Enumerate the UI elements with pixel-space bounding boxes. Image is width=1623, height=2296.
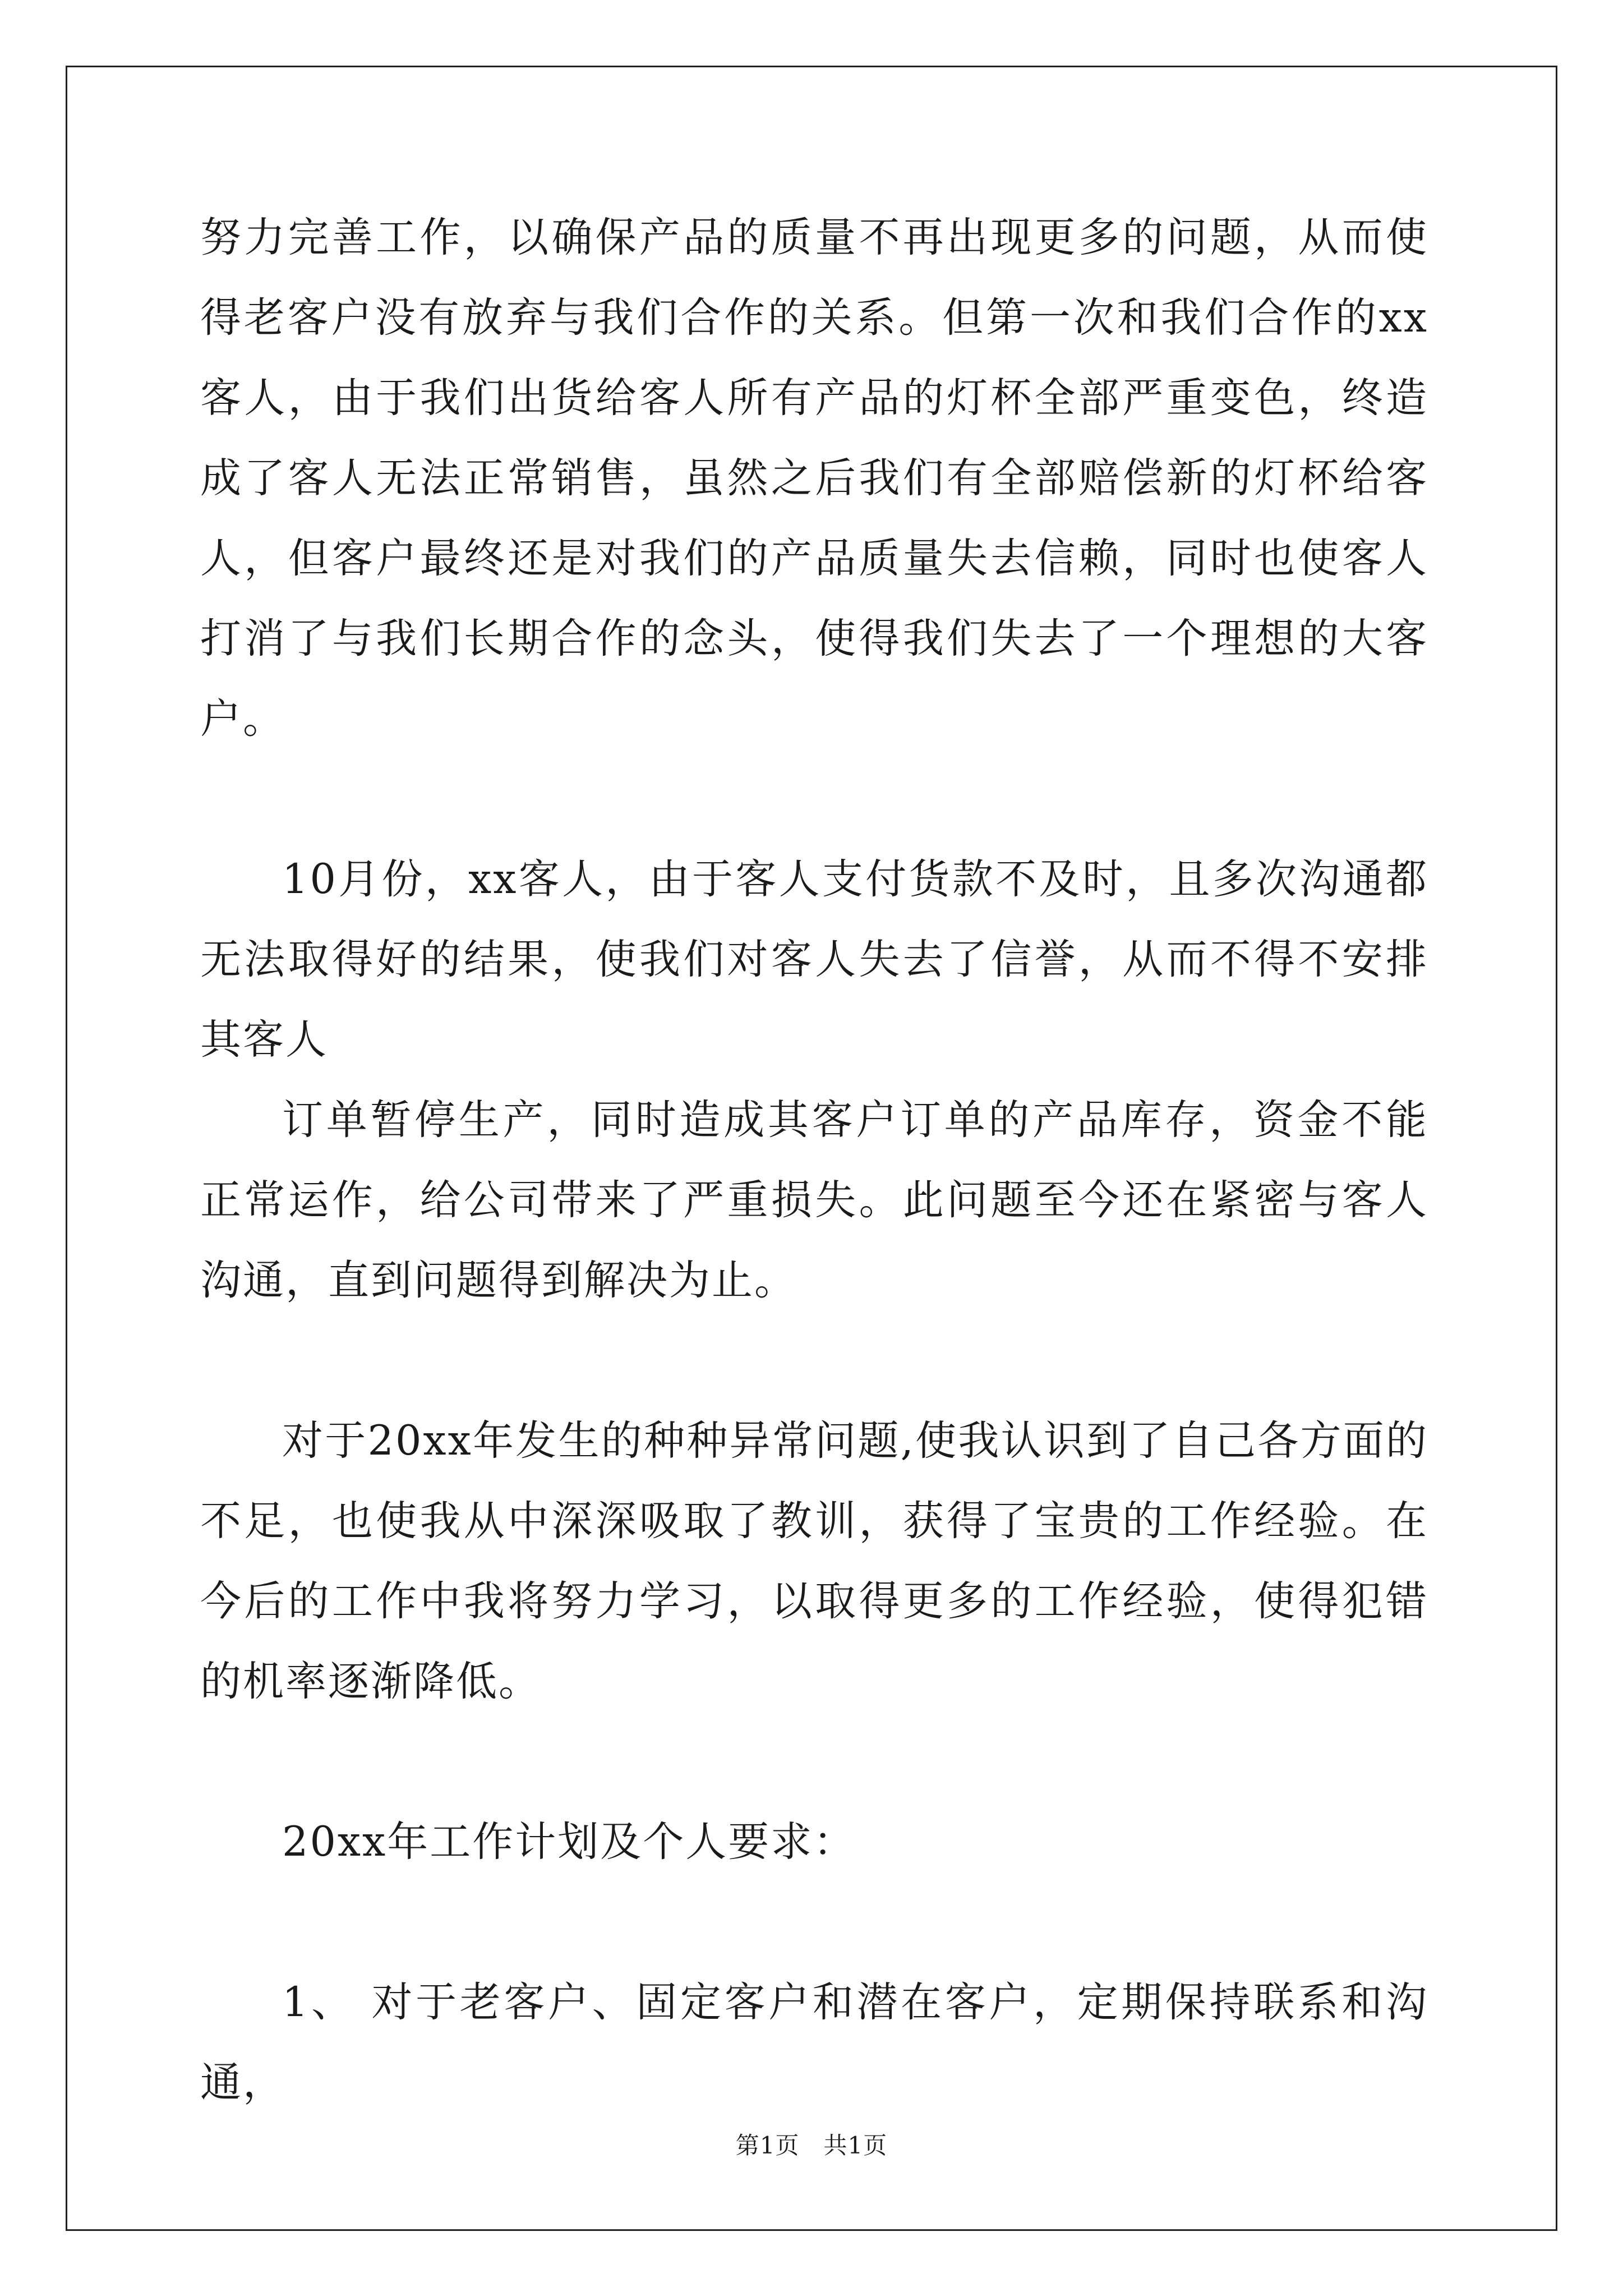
paragraph-2: 10月份，xx客人，由于客人支付货款不及时，且多次沟通都无法取得好的结果，使我们对客人失去了信誉，从而不得不安排其客人 [200, 855, 1428, 1064]
document-body [200, 197, 1428, 2203]
page-footer: 第1页 共1页 [735, 2132, 888, 2159]
paragraph-5: 20xx年工作计划及个人要求： [282, 1818, 856, 1866]
paragraph-3: 订单暂停生产，同时造成其客户订单的产品库存，资金不能正常运作，给公司带来了严重损失。此问题至今还在紧密与客人沟通，直到问题得到解决为止。 [200, 1096, 1428, 1304]
paragraph-6: 1、 对于老客户、固定客户和潜在客户，定期保持联系和沟通， [200, 1978, 1428, 2106]
paragraph-4: 对于20xx年发生的种种异常问题,使我认识到了自己各方面的不足，也使我从中深深吸取了教训，获得了宝贵的工作经验。在今后的工作中我将努力学习，以取得更多的工作经验，使得犯错的机率逐渐降低。 [200, 1417, 1428, 1705]
paragraph-1: 努力完善工作，以确保产品的质量不再出现更多的问题，从而使得老客户没有放弃与我们合作的关系。但第一次和我们合作的xx客人，由于我们出货给客人所有产品的灯杯全部严重变色，终造成了客人无法正常销售，虽然之后我们有全部赔偿新的灯杯给客人，但客户最终还是对我们的产品质量失去信赖，同时也使客人打消了与我们长期合作的念头，使得我们失去了一个理想的大客户。 [200, 214, 1428, 743]
